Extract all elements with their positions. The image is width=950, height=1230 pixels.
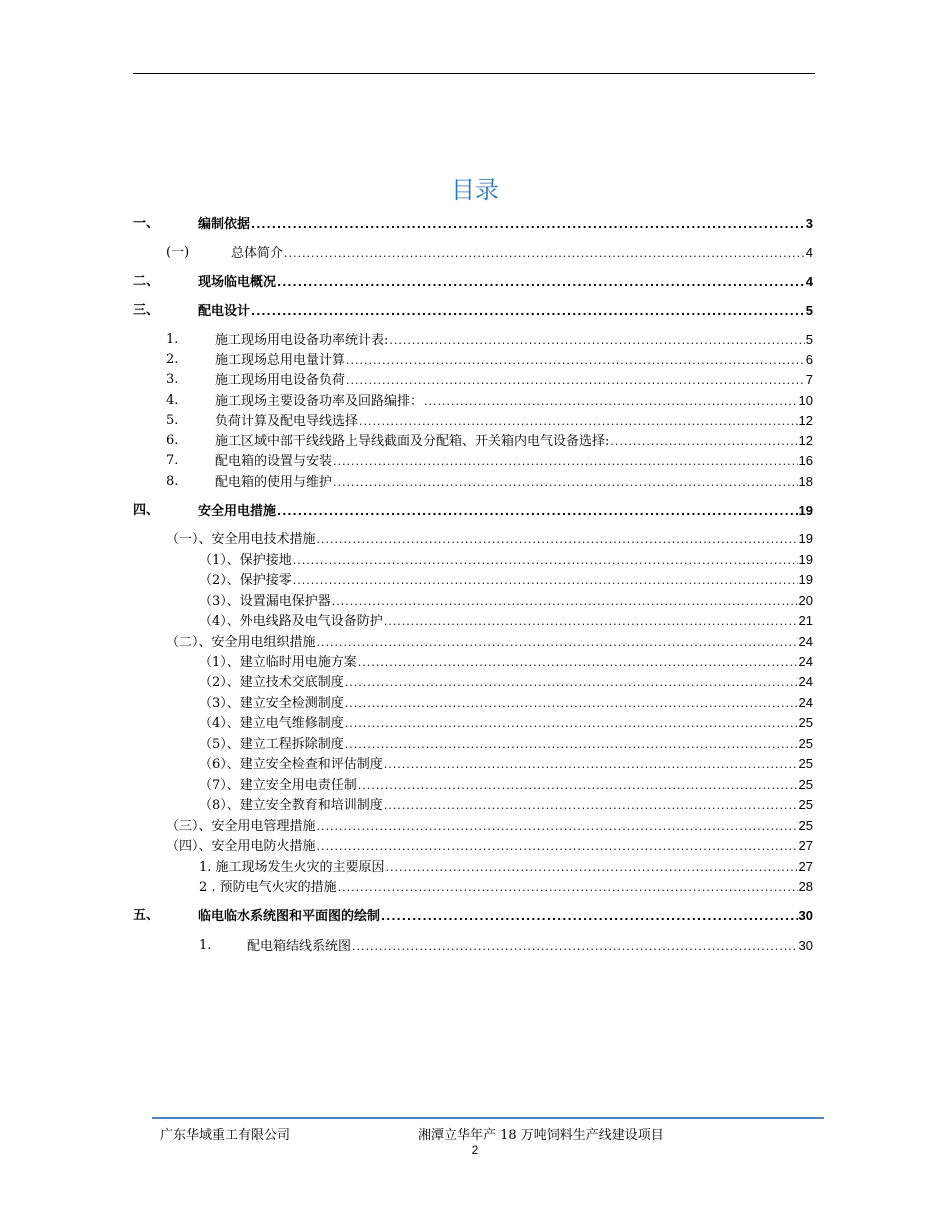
dot-leader <box>389 331 804 351</box>
toc-entry-4-d-1[interactable] <box>0 857 813 877</box>
toc-entry-4-b[interactable] <box>0 632 813 652</box>
dot-leader <box>345 673 798 693</box>
dot-leader <box>333 473 798 493</box>
toc-entry-label: 配电设计 <box>198 304 251 319</box>
toc-entry-page: 18 <box>798 474 813 489</box>
toc-entry-page: 27 <box>798 838 813 853</box>
dot-leader <box>386 858 798 878</box>
toc-entry-page: 7 <box>805 372 813 387</box>
dot-leader <box>358 653 798 673</box>
toc-entry-number: (一) <box>166 245 190 260</box>
toc-entry-page: 19 <box>798 531 813 546</box>
toc-entry-label: （四）、安全用电防火措施 <box>166 839 316 854</box>
toc-entry-number: 四、 <box>133 503 160 518</box>
toc-entry-page: 19 <box>798 503 813 518</box>
page-number: 2 <box>471 1143 479 1157</box>
toc-entry-4-a-2[interactable] <box>0 570 813 590</box>
toc-entry-label: 施工区域中部干线线路上导线截面及分配箱、开关箱内电气设备选择: <box>215 434 610 449</box>
toc-entry-page: 24 <box>798 654 813 669</box>
dot-leader <box>293 571 798 591</box>
dot-leader <box>345 694 798 714</box>
toc-entry-page: 12 <box>798 413 813 428</box>
toc-entry-page: 19 <box>798 572 813 587</box>
toc-entry-4-b-6[interactable] <box>0 754 813 774</box>
toc-entry-3-2[interactable] <box>0 350 813 370</box>
toc-entry-5[interactable] <box>0 906 813 926</box>
toc-entry-number: 7. <box>166 453 179 468</box>
toc-entry-page: 25 <box>798 818 813 833</box>
toc-entry-page: 27 <box>798 859 813 874</box>
toc-entry-label: （1）、建立临时用电施方案 <box>199 655 357 670</box>
toc-entry-page: 25 <box>798 777 813 792</box>
toc-entry-4[interactable] <box>0 501 813 521</box>
toc-entry-page: 19 <box>798 552 813 567</box>
toc-entry-1[interactable] <box>0 214 813 234</box>
toc-entry-label: 临电临水系统图和平面图的绘制 <box>198 909 381 924</box>
toc-entry-number: 3. <box>166 372 179 387</box>
dot-leader <box>346 351 805 371</box>
toc-entry-4-b-4[interactable] <box>0 713 813 733</box>
dot-leader <box>293 551 798 571</box>
toc-entry-4-c[interactable] <box>0 816 813 836</box>
toc-entry-label: （1）、保护接地 <box>199 553 292 568</box>
dot-leader <box>346 371 805 391</box>
toc-entry-label: （4）、外电线路及电气设备防护 <box>199 614 383 629</box>
toc-entry-4-b-8[interactable] <box>0 795 813 815</box>
toc-entry-label: 现场临电概况 <box>198 275 277 290</box>
toc-entry-number: 4. <box>166 393 179 408</box>
toc-entry-page: 24 <box>798 634 813 649</box>
toc-entry-page: 12 <box>798 433 813 448</box>
toc-entry-page: 16 <box>798 453 813 468</box>
footer-company: 广东华域重工有限公司 <box>160 1128 291 1143</box>
toc-entry-page: 10 <box>798 393 813 408</box>
toc-entry-label: 安全用电措施 <box>198 504 277 519</box>
toc-entry-number: 1. <box>199 938 212 953</box>
dot-leader <box>251 215 805 235</box>
toc-entry-label: 配电箱的使用与维护 <box>215 475 333 490</box>
toc-entry-number: 2. <box>166 352 179 367</box>
toc-entry-page: 30 <box>798 938 813 953</box>
dot-leader <box>424 392 798 412</box>
dot-leader <box>284 244 805 264</box>
toc-entry-label: （2）、建立技术交底制度 <box>199 675 344 690</box>
toc-entry-4-a-1[interactable] <box>0 550 813 570</box>
toc-entry-4-b-7[interactable] <box>0 775 813 795</box>
toc-entry-page: 20 <box>798 593 813 608</box>
dot-leader <box>345 735 798 755</box>
toc-entry-page: 3 <box>805 216 813 231</box>
toc-entry-page: 25 <box>798 736 813 751</box>
dot-leader <box>277 502 798 522</box>
toc-entry-1-1[interactable] <box>0 243 813 263</box>
dot-leader <box>345 714 798 734</box>
toc-entry-3-7[interactable] <box>0 451 813 471</box>
toc-entry-label: （二）、安全用电组织措施 <box>166 635 316 650</box>
toc-entry-page: 4 <box>805 274 813 289</box>
toc-entry-number: 一、 <box>133 216 160 231</box>
dot-leader <box>332 592 798 612</box>
toc-entry-label: 2 . 预防电气火灾的措施 <box>199 880 337 895</box>
toc-entry-number: 8. <box>166 474 179 489</box>
dot-leader <box>384 755 798 775</box>
toc-entry-label: 编制依据 <box>198 217 251 232</box>
toc-entry-label: 施工现场主要设备功率及回路编排： <box>215 394 424 409</box>
toc-entry-label: （3）、建立安全检测制度 <box>199 696 344 711</box>
toc-entry-number: 三、 <box>133 303 160 318</box>
toc-title: 目录 <box>451 176 499 204</box>
dot-leader <box>352 937 798 957</box>
dot-leader <box>251 302 805 322</box>
toc-entry-label: 配电箱结线系统图 <box>247 939 352 954</box>
toc-entry-3-6[interactable] <box>0 431 813 451</box>
dot-leader <box>317 837 798 857</box>
toc-entry-label: 总体简介 <box>231 246 284 261</box>
toc-entry-label: 负荷计算及配电导线选择 <box>215 414 359 429</box>
toc-entry-4-a-4[interactable] <box>0 611 813 631</box>
dot-leader <box>384 612 798 632</box>
toc-entry-page: 25 <box>798 797 813 812</box>
dot-leader <box>333 452 798 472</box>
toc-entry-page: 25 <box>798 715 813 730</box>
dot-leader <box>381 907 798 927</box>
toc-entry-label: （5）、建立工程拆除制度 <box>199 737 344 752</box>
toc-entry-number: 1. <box>166 332 179 347</box>
footer-project: 湘潭立华年产 18 万吨饲料生产线建设项目 <box>418 1128 664 1143</box>
toc-entry-page: 5 <box>805 332 813 347</box>
toc-entry-label: 施工现场用电设备负荷 <box>215 373 346 388</box>
toc-entry-label: （三）、安全用电管理措施 <box>166 819 316 834</box>
toc-entry-page: 28 <box>798 879 813 894</box>
toc-entry-2[interactable] <box>0 272 813 292</box>
toc-entry-4-b-1[interactable] <box>0 652 813 672</box>
dot-leader <box>338 878 798 898</box>
toc-entry-label: （一）、安全用电技术措施 <box>166 532 316 547</box>
toc-entry-page: 24 <box>798 674 813 689</box>
toc-entry-page: 21 <box>798 613 813 628</box>
toc-entry-label: （2）、保护接零 <box>199 573 292 588</box>
toc-entry-4-d-2[interactable] <box>0 877 813 897</box>
toc-entry-number: 二、 <box>133 274 160 289</box>
toc-entry-3-8[interactable] <box>0 472 813 492</box>
toc-entry-number: 6. <box>166 433 179 448</box>
toc-entry-3[interactable] <box>0 301 813 321</box>
toc-entry-4-a[interactable] <box>0 529 813 549</box>
toc-entry-label: 施工现场总用电量计算 <box>215 353 346 368</box>
toc-entry-4-d[interactable] <box>0 836 813 856</box>
toc-entry-page: 25 <box>798 756 813 771</box>
dot-leader <box>358 776 798 796</box>
dot-leader <box>317 530 798 550</box>
toc-entry-4-a-3[interactable] <box>0 591 813 611</box>
toc-entry-page: 6 <box>805 352 813 367</box>
toc-entry-label: （4）、建立电气维修制度 <box>199 716 344 731</box>
toc-entry-page: 30 <box>798 908 813 923</box>
toc-entry-4-b-3[interactable] <box>0 693 813 713</box>
toc-entry-4-b-2[interactable] <box>0 672 813 692</box>
footer-rule <box>152 1117 824 1119</box>
toc-entry-page: 4 <box>805 245 813 260</box>
toc-entry-label: （3）、设置漏电保护器 <box>199 594 331 609</box>
toc-entry-3-5[interactable] <box>0 411 813 431</box>
dot-leader <box>317 817 798 837</box>
toc-entry-label: （6）、建立安全检查和评估制度 <box>199 757 383 772</box>
toc-entry-5-1[interactable] <box>0 936 813 956</box>
toc-entry-4-b-5[interactable] <box>0 734 813 754</box>
toc-entry-page: 5 <box>805 303 813 318</box>
toc-entry-3-3[interactable] <box>0 370 813 390</box>
toc-entry-number: 五、 <box>133 908 160 923</box>
toc-entry-label: 1. 施工现场发生火灾的主要原因 <box>199 860 385 875</box>
dot-leader <box>359 412 798 432</box>
dot-leader <box>277 273 805 293</box>
toc-entry-label: （7）、建立安全用电责任制 <box>199 778 357 793</box>
toc-entry-number: 5. <box>166 413 179 428</box>
toc-entry-page: 24 <box>798 695 813 710</box>
toc-entry-3-1[interactable] <box>0 330 813 350</box>
toc-entry-label: （8）、建立安全教育和培训制度 <box>199 798 383 813</box>
toc-entry-3-4[interactable] <box>0 391 813 411</box>
toc-entry-label: 施工现场用电设备功率统计表: <box>215 333 389 348</box>
dot-leader <box>384 796 798 816</box>
dot-leader <box>610 432 797 452</box>
toc-entry-label: 配电箱的设置与安装 <box>215 454 333 469</box>
dot-leader <box>317 633 798 653</box>
